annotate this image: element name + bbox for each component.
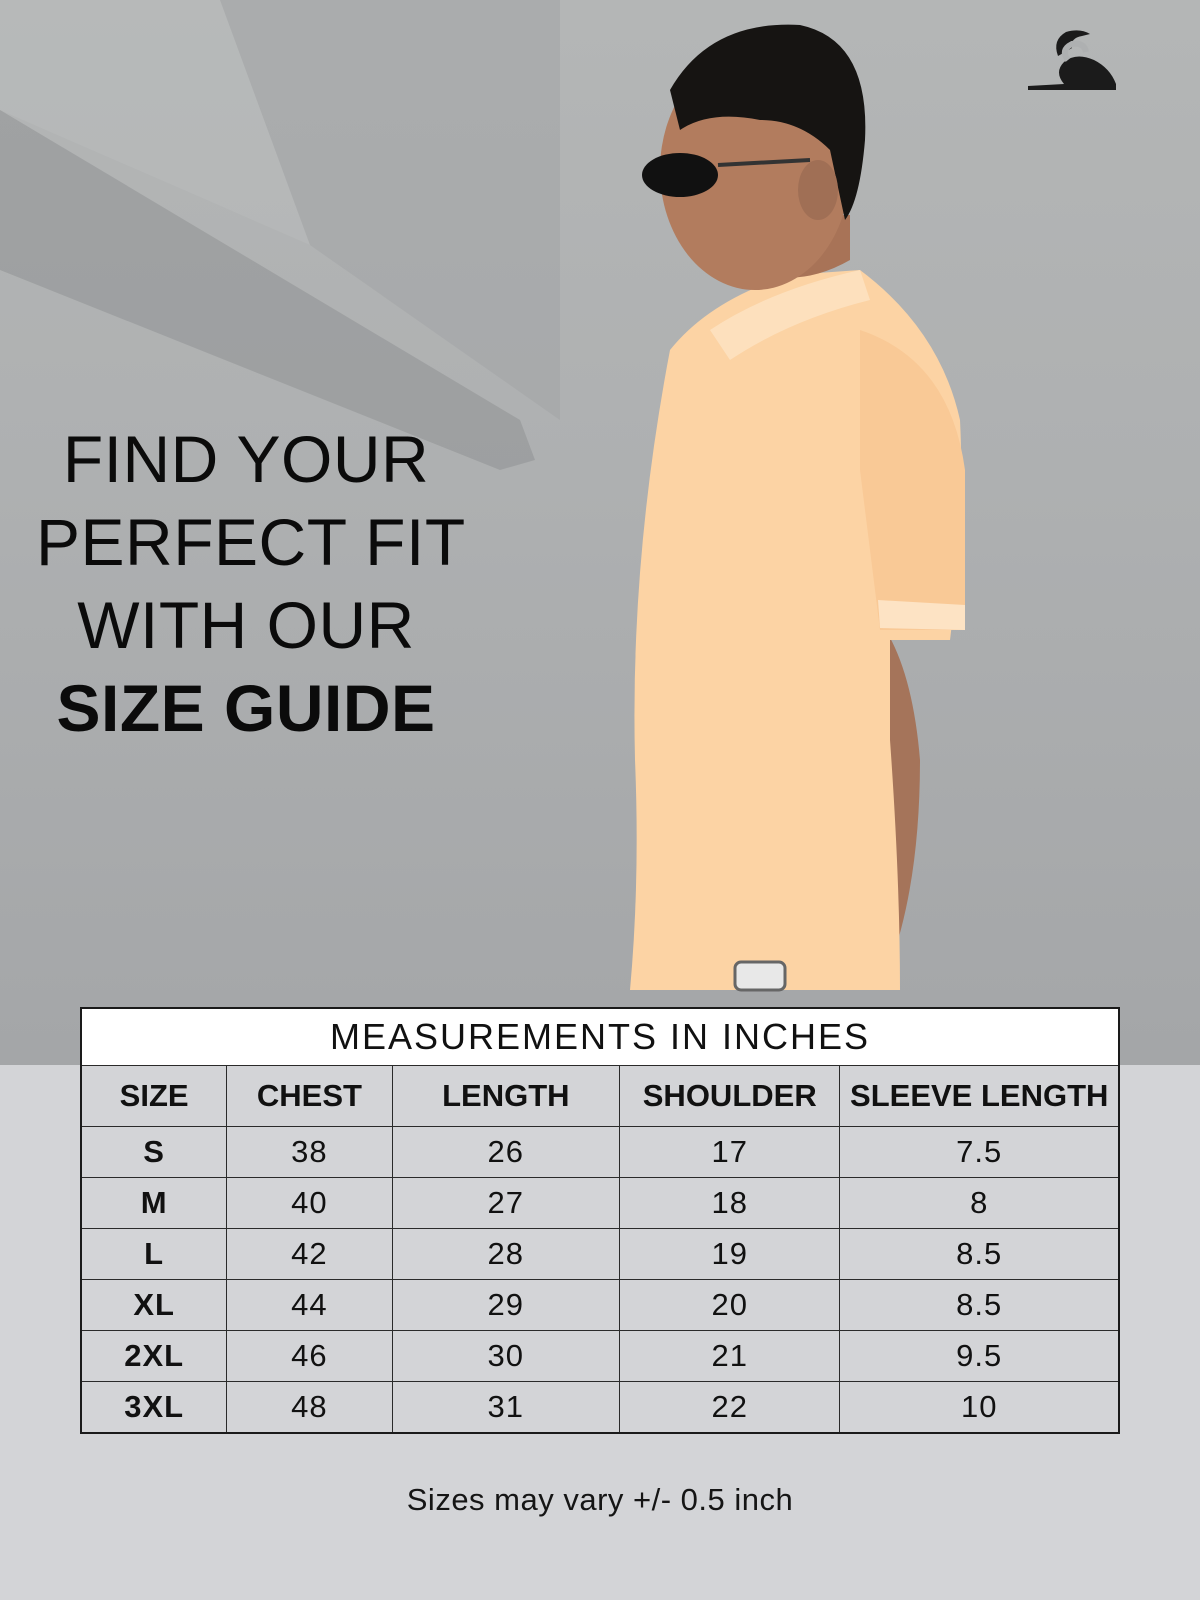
cell-sleeve-length: 8.5: [840, 1280, 1119, 1331]
headline-line-2: PERFECT FIT: [36, 505, 466, 579]
cell-shoulder: 17: [620, 1127, 840, 1178]
cell-sleeve-length: 7.5: [840, 1127, 1119, 1178]
cell-chest: 46: [227, 1331, 392, 1382]
table-row: [81, 1382, 1119, 1434]
headline-line-3: WITH OUR: [77, 588, 415, 662]
header-sleeve-length: SLEEVE LENGTH: [840, 1066, 1119, 1127]
header-length: LENGTH: [392, 1066, 619, 1127]
size-variance-note: Sizes may vary +/- 0.5 inch: [406, 1482, 794, 1517]
table-row: [81, 1127, 1119, 1178]
header-shoulder: SHOULDER: [620, 1066, 840, 1127]
cell-chest: 40: [227, 1178, 392, 1229]
model-photo: [560, 0, 1020, 1010]
table-row: [81, 1178, 1119, 1229]
cell-size: XL: [81, 1280, 227, 1331]
cell-length: 28: [392, 1229, 619, 1280]
size-chart-table: [80, 1007, 1120, 1434]
cell-size: 2XL: [81, 1331, 227, 1382]
header-size: SIZE: [81, 1066, 227, 1127]
cell-sleeve-length: 8: [840, 1178, 1119, 1229]
cell-sleeve-length: 9.5: [840, 1331, 1119, 1382]
headline: [36, 418, 466, 750]
cell-length: 26: [392, 1127, 619, 1178]
headline-line-4: SIZE GUIDE: [56, 671, 436, 745]
table-row: [81, 1331, 1119, 1382]
cell-chest: 42: [227, 1229, 392, 1280]
table-row: [81, 1280, 1119, 1331]
cell-size: L: [81, 1229, 227, 1280]
cell-length: 30: [392, 1331, 619, 1382]
cell-shoulder: 18: [620, 1178, 840, 1229]
cell-chest: 44: [227, 1280, 392, 1331]
cell-sleeve-length: 10: [840, 1382, 1119, 1434]
cell-shoulder: 19: [620, 1229, 840, 1280]
rabbit-logo-icon: [1024, 26, 1120, 96]
cell-length: 29: [392, 1280, 619, 1331]
table-row: [81, 1229, 1119, 1280]
cell-chest: 38: [227, 1127, 392, 1178]
cell-size: S: [81, 1127, 227, 1178]
cell-size: M: [81, 1178, 227, 1229]
cell-chest: 48: [227, 1382, 392, 1434]
header-chest: CHEST: [227, 1066, 392, 1127]
table-header-row: [81, 1066, 1119, 1127]
cell-size: 3XL: [81, 1382, 227, 1434]
headline-line-1: FIND YOUR: [62, 422, 430, 496]
cell-shoulder: 21: [620, 1331, 840, 1382]
cell-length: 27: [392, 1178, 619, 1229]
cell-shoulder: 20: [620, 1280, 840, 1331]
cell-shoulder: 22: [620, 1382, 840, 1434]
table-caption: MEASUREMENTS IN INCHES: [81, 1008, 1119, 1066]
cell-sleeve-length: 8.5: [840, 1229, 1119, 1280]
cell-length: 31: [392, 1382, 619, 1434]
